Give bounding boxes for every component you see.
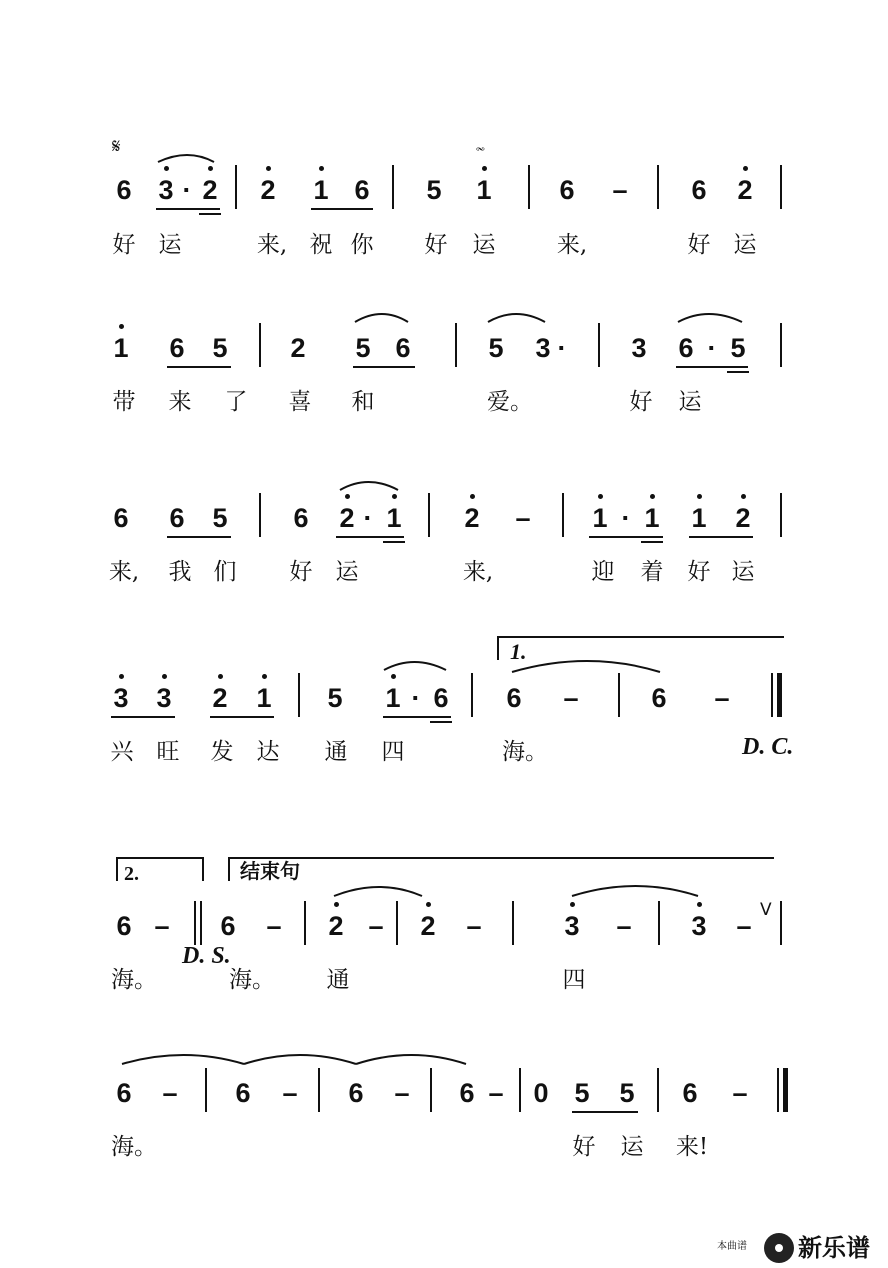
lyric: 四 [381, 739, 405, 765]
dash: – [616, 911, 632, 941]
lyric: 带 [112, 389, 136, 415]
dash: – [488, 1078, 504, 1108]
lyric: 海。 [502, 739, 548, 765]
dash: – [154, 911, 170, 941]
lyric: 发 [210, 739, 234, 765]
dash: – [368, 911, 384, 941]
lyric: 海。 [229, 967, 275, 993]
note: 3 [156, 683, 172, 713]
note: 2 [290, 333, 306, 363]
lyric: 着 [640, 559, 664, 585]
lyric: 海。 [111, 967, 157, 993]
note: 2 [328, 911, 344, 941]
note: 2 [260, 175, 276, 205]
note: 6 [220, 911, 236, 941]
dash: – [714, 683, 730, 713]
note: 6 [459, 1078, 475, 1108]
lyric: 好 [572, 1134, 596, 1160]
lyric: 好 [629, 389, 653, 415]
lyric: 达 [256, 739, 280, 765]
lyric: 运 [158, 232, 182, 258]
lyric: 运 [620, 1134, 644, 1160]
augmentation-dot: · [707, 333, 717, 363]
dash: – [612, 175, 628, 205]
lyric: 运 [472, 232, 496, 258]
dash: – [394, 1078, 410, 1108]
note: 3 [631, 333, 647, 363]
dash: – [466, 911, 482, 941]
note: 1 [386, 503, 402, 533]
note: 2 [202, 175, 218, 205]
lyric: 旺 [156, 739, 180, 765]
slur [334, 887, 422, 896]
dash: – [162, 1078, 178, 1108]
slur [384, 662, 446, 670]
volta-label-1: 1. [510, 639, 527, 664]
slur [678, 314, 742, 322]
dash: – [732, 1078, 748, 1108]
lyric: 海。 [111, 1134, 157, 1160]
dash: – [266, 911, 282, 941]
note: 3 [158, 175, 174, 205]
dash: – [736, 911, 752, 941]
note: 6 [116, 911, 132, 941]
slur [340, 482, 398, 490]
note: 2 [735, 503, 751, 533]
note: 6 [395, 333, 411, 363]
lyric: 来! [675, 1134, 709, 1160]
dash: – [563, 683, 579, 713]
note: 3 [564, 911, 580, 941]
note: 1 [313, 175, 329, 205]
note: 5 [212, 503, 228, 533]
lyric: 祝 [309, 232, 333, 258]
note: 5 [212, 333, 228, 363]
tie [356, 1055, 466, 1064]
note: 3 [691, 911, 707, 941]
note: 6 [293, 503, 309, 533]
note: 2 [464, 503, 480, 533]
lyric: 来 [168, 389, 192, 415]
note: 2 [212, 683, 228, 713]
lyric: 喜 [288, 389, 312, 415]
lyric: 爱。 [487, 389, 533, 415]
lyric: 你 [350, 232, 374, 258]
tie [512, 661, 660, 672]
note: 5 [619, 1078, 635, 1108]
note: 6 [682, 1078, 698, 1108]
lyric: 运 [731, 559, 755, 585]
note: 1 [476, 175, 492, 205]
da-capo-label: D. C. [742, 734, 794, 760]
note: 5 [426, 175, 442, 205]
augmentation-dot: · [557, 333, 567, 363]
lyric: 兴 [110, 739, 134, 765]
note: 5 [327, 683, 343, 713]
note: 6 [651, 683, 667, 713]
segno-sign: 𝄋 [112, 134, 121, 158]
lyric: 迎 [591, 559, 615, 585]
slur [158, 155, 214, 162]
lyric: 我 [168, 559, 192, 585]
tie [244, 1055, 356, 1064]
note: 1 [592, 503, 608, 533]
note: 5 [488, 333, 504, 363]
volta-label-2: 2. [124, 863, 139, 885]
note: 1 [385, 683, 401, 713]
slur [355, 314, 408, 322]
note: 0 [533, 1078, 549, 1108]
ending-label: 结束句 [240, 859, 300, 883]
note: 1 [113, 333, 129, 363]
lyric: 来, [462, 559, 494, 585]
note: 6 [354, 175, 370, 205]
lyric: 运 [678, 389, 702, 415]
lyric: 和 [351, 389, 375, 415]
note: 5 [574, 1078, 590, 1108]
lyric: 来, [108, 559, 140, 585]
note: 1 [691, 503, 707, 533]
tie [122, 1055, 244, 1064]
slur [488, 314, 545, 322]
lyric: 好 [424, 232, 448, 258]
note: 5 [355, 333, 371, 363]
note: 6 [678, 333, 694, 363]
note: 3 [113, 683, 129, 713]
note: 6 [116, 1078, 132, 1108]
lyric: 通 [324, 739, 348, 765]
augmentation-dot: · [621, 503, 631, 533]
dal-segno-label: D. S. [182, 943, 231, 969]
lyric: 们 [213, 559, 237, 585]
watermark-brand: 新乐谱 [798, 1234, 870, 1262]
lyric: 好 [687, 232, 711, 258]
note: 6 [169, 333, 185, 363]
note: 6 [559, 175, 575, 205]
augmentation-dot: · [182, 175, 192, 205]
record-icon [764, 1233, 794, 1263]
note: 6 [433, 683, 449, 713]
note: 1 [644, 503, 660, 533]
slur [572, 886, 698, 896]
note: 6 [506, 683, 522, 713]
augmentation-dot: · [363, 503, 373, 533]
watermark-prefix: 本曲谱 [717, 1241, 747, 1252]
lyric: 来, [256, 232, 288, 258]
mordent-sign: 𝆗 [476, 137, 485, 156]
note: 1 [256, 683, 272, 713]
note: 6 [169, 503, 185, 533]
note: 3 [535, 333, 551, 363]
lyric: 运 [733, 232, 757, 258]
lyric: 好 [687, 559, 711, 585]
note: 6 [235, 1078, 251, 1108]
lyric: 四 [562, 967, 586, 993]
note: 6 [348, 1078, 364, 1108]
augmentation-dot: · [411, 683, 421, 713]
note: 6 [113, 503, 129, 533]
breath-mark: V [760, 900, 772, 920]
note: 2 [737, 175, 753, 205]
lyric: 运 [335, 559, 359, 585]
note: 6 [691, 175, 707, 205]
note: 5 [730, 333, 746, 363]
note: 2 [339, 503, 355, 533]
dash: – [515, 503, 531, 533]
lyric: 通 [326, 967, 350, 993]
dash: – [282, 1078, 298, 1108]
lyric: 来, [556, 232, 588, 258]
note: 6 [116, 175, 132, 205]
lyric: 了 [224, 389, 248, 415]
lyric: 好 [289, 559, 313, 585]
note: 2 [420, 911, 436, 941]
lyric: 好 [112, 232, 136, 258]
